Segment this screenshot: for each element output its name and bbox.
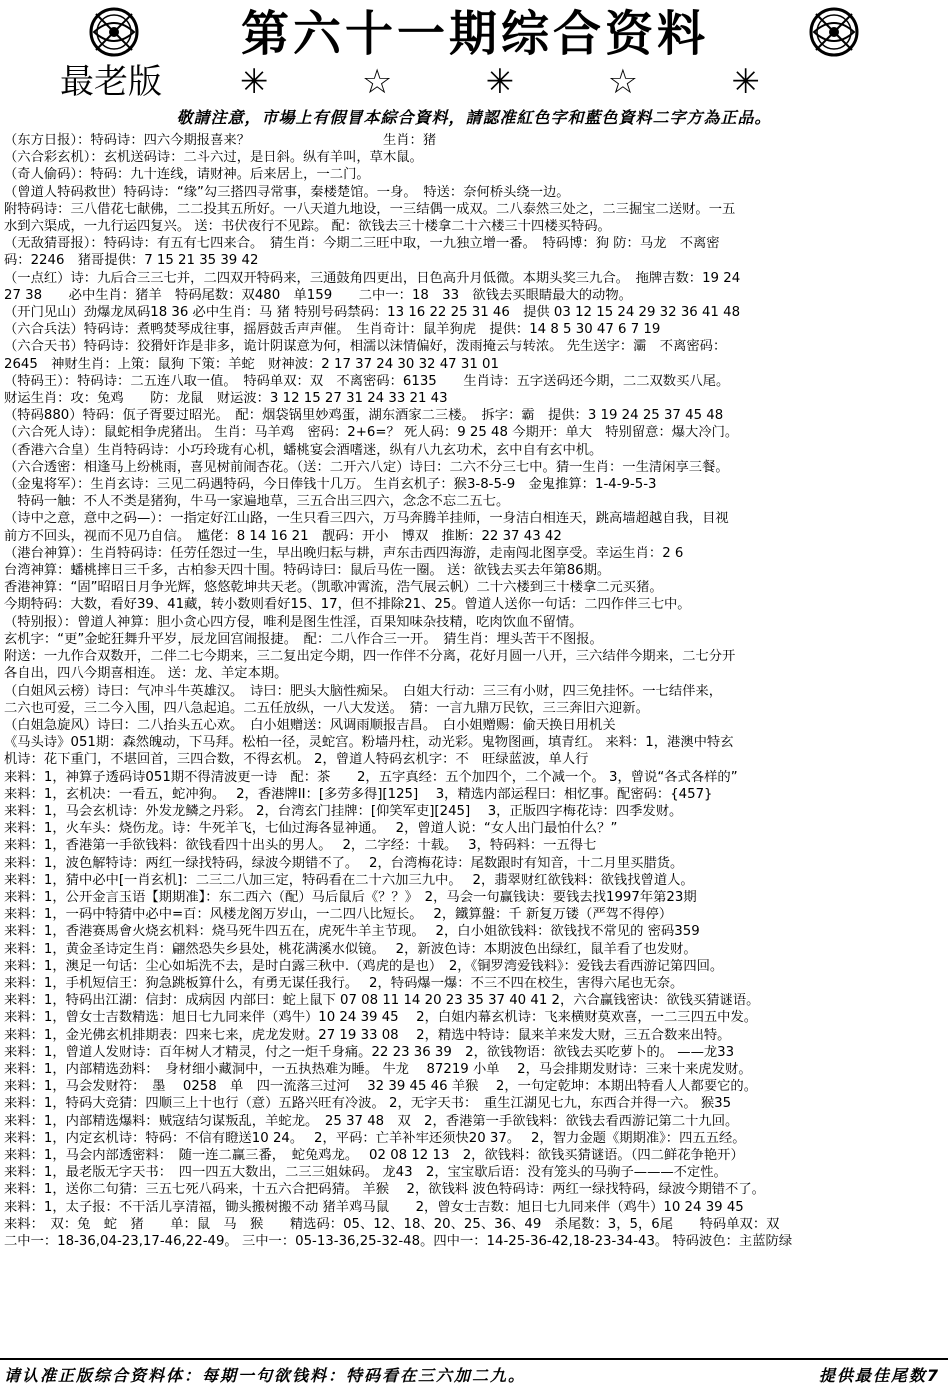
asterisk-icon: ✳ — [485, 62, 515, 102]
content-line: 附送：一九作合双数开，二伴二七今期来，三二复出定今期，四一作伴不分离，花好月圆一八开，三六结伴今期来，二七分开 — [4, 649, 736, 665]
content-line: 码：2246 猪哥提供：7 15 21 35 39 42 — [4, 253, 259, 269]
content-line: 来料：1，波色解特诗：两红一绿找特码，绿波今期错不了。 2，台湾梅花诗：尾数跟时有知音，十二月里买腊货。 — [4, 855, 684, 871]
content-line: 来料：1，公开金言玉语【期期准】：东二西六（配）马后鼠后《？？》 2，马会一句赢钱诀：要钱去找1997年第23期 — [4, 889, 697, 905]
content-line: 各自出，四八今期喜相连。 送：龙、羊定本期。 — [4, 666, 288, 682]
content-line: （六合兵法）特码诗：煮鸭焚琴成往事，摇唇鼓舌声声催。 生肖奇计：鼠羊狗虎 提供：14 8 5 30 47 6 7 19 — [4, 322, 661, 338]
content-line: （六合天书）特码诗：狡猾奸诈是非多，诡计阴谋意为何，相濡以沫情偏好，泼雨掩云与转浓。 先生送字：灞 不离密码： — [4, 339, 727, 355]
content-line: （白姐急旋风）诗曰：二八抬头五心欢。 白小姐赠送：风调雨顺报吉昌。 白小姐赠赐：偷天换日用机关 — [4, 717, 616, 733]
content-line: （香港六合皇）生肖特码诗：小巧玲珑有心机，蟠桃宴会酒嗜迷，纵有八九玄功术，玄中自有玄中机。 — [4, 442, 603, 458]
content-line: 来料：1，内部精选劲料： 身材细小藏洞中，一五执热难为睡。 牛龙 87219 小单 2，马会排期发财诗：三来十来虎发财。 — [4, 1061, 752, 1077]
eye-emblem-icon — [808, 6, 860, 58]
content-line: 来料：1，马会内部透密料： 随一连二赢三番， 蛇兔鸡龙。 02 08 12 13 2，欲钱料：欲钱买猜谜语。（四二鲜花争艳开） — [4, 1147, 744, 1163]
star-outline-icon: ☆ — [607, 62, 639, 102]
content-line: 来料：1，手机短信王：狗急跳板算什么，有勇无谋任我行。 2，特码爆一爆：不三不四在校生，害得六尾也无奈。 — [4, 975, 684, 991]
content-line: 机诗：花下重门，不堪回首，三四合数，不得玄机。 2，曾道人特码玄机字：不 旺绿蓝波，单人行 — [4, 752, 589, 768]
content-line: （奇人偷码）：特码：九十连线，请财神。后来居上，一二门。 — [4, 167, 370, 183]
content-line: 来料：1，内定玄机诗：特码：不信有瞪送10 24。 2，平码：亡羊补牢还须快20 37。 2，智力金题《期期准》：四五五经。 — [4, 1130, 746, 1146]
content-line: 来料：1，神算子透码诗051期不得清波更一诗 配：茶 2，五字真经：五个加四个，二个减一个。 3，曾说“各式各样的” — [4, 769, 738, 785]
content-line: （特别报）：曾道人神算：胆小贪心四方侵，唯利是图生性淫，百果知味杂技精，吃肉饮血不留情。 — [4, 614, 583, 630]
content-line: （六合死人诗）：鼠蛇相争虎猪出。 生肖：马羊鸡 密码：2+6=？ 死人码：9 25 48 今期开：单大 特别留意：爆大冷门。 — [4, 425, 739, 441]
content-line: （特码880）特码：佤子胥要过昭光。 配：烟袋锅里妙鸡蛋，湖东酒家二三楼。 拆字：霸 提供：3 19 24 25 37 45 48 — [4, 408, 724, 424]
footer-left-text: 请认准正版综合资料体：每期一句欲钱料：特码看在三六加二九。 — [4, 1366, 527, 1385]
content-line: （一点红）诗：九后合三三七并，二四双开特码来，三通鼓角四更出，日色高升月低微。本期头奖三九合。 拖牌吉数：19 24 — [4, 270, 741, 286]
content-line: （六合彩玄机）：玄机送码诗：二斗六过，是日斜。纵有羊叫，草木鼠。 — [4, 150, 423, 166]
content-line: 来料：1，澳足一句话：尘心如垢洗不去，是时白露三秋中.（鸡虎的是也） 2，《铜罗湾爱钱料》：爱钱去看西游记第四回。 — [4, 958, 724, 974]
content-line: 来料：1，曾道人发财诗：百年树人才精灵，付之一炬千身痛。22 23 36 39 2，欲钱物语：欲钱去买吃萝卜的。 ——龙33 — [4, 1044, 735, 1060]
asterisk-icon: ✳ — [731, 62, 760, 102]
content-line: （东方日报）：特码诗：四六今期报喜来？ 生肖：猪 — [4, 133, 437, 148]
content-line: 特码一触：不人不类是猪狗，牛马一家遍地草，三五合出三四六，念念不忘二五七。 — [4, 494, 510, 510]
page-title: 第六十一期综合资料 — [240, 6, 709, 62]
content-line: （白姐风云榜）诗曰：气冲斗牛英雄汉。 诗曰：肥头大脑性痴呆。 白姐大行动：三三有小财，四三免挂怀。一七结伴来， — [4, 683, 723, 699]
content-line: （特码王）：特码诗：二五连八取一值。 特码单双：双 不离密码：6135 生肖诗：五字送码还今期，二二双数买八尾。 — [4, 373, 730, 389]
header — [0, 0, 948, 104]
content-line: 来料：1，特码大竞猜：四顺三上十也行（意）五路兴旺有冷波。 2，无字天书： 重生江湖见七九，东西合并得一六。 猴35 — [4, 1096, 732, 1112]
content-line: 二六也可爱，三二今入围，四八急起追。二五任放纵，一八大发送。 猜：一言九鼎万民钦，三三奔旧六迎新。 — [4, 700, 649, 716]
content-line: 来料：1，香港赛馬會火烧玄机料：烧马死牛四五在，虎死牛羊主节现。 2，白小姐欲钱料：欲钱找不常见的 密码359 — [4, 924, 700, 940]
content-line: 来料： 双：兔 蛇 猪 单：鼠 马 猴 精选码：05、12、18、20、25、36、49 杀尾数：3，5，6尾 特码单双：双 — [4, 1216, 780, 1232]
content-line: 来料：1，玄机决：一看五，蛇冲狗。 2，香港牌II：[多劳多得][125] 3，精选内部运程曰：相忆事。配密码：{457} — [4, 786, 713, 802]
content-line: 今期特码：大数，看好39、41藏，转小数则看好15、17，但不排除21、25。曾道人送你一句话：二四作伴三七中。 — [4, 597, 691, 613]
content-line: （六合透密：相逢马上纷桃雨，喜见树前闹杏花。（送：二开六八定）诗曰：二六不分三七中。猜一生肖：一生清闲享三餐。 — [4, 459, 729, 475]
content-line: 来料：1，金光佛玄机排期表：四来七来，虎龙发财。27 19 33 08 2，精选中特诗：鼠来羊来发大财，三五合数来出特。 — [4, 1027, 731, 1043]
star-outline-icon: ☆ — [361, 62, 393, 102]
content-line: （港台神算）：生肖特码诗：任劳任怨过一生，早出晚归耘与耕，声东击西四海游，走南闯北图享受。幸运生肖：2 6 — [4, 545, 684, 561]
content-line: 来料：1，太子报：不干活儿享清福，锄头搬树搬不动 猪羊鸡马鼠 2，曾女士吉数：旭日七九同来伴（鸡牛）10 24 39 45 — [4, 1199, 744, 1215]
content-line: 来料：1，香港第一手欲钱料：欲钱看四十出头的男人。 2，二字经：十载。 3，特码料：一五得七 — [4, 838, 597, 854]
content-line: 台湾神算：蟠桃摔日三千多，古柏参天四十围。特码诗曰：鼠后马佐一圈。 送：欲钱去买去年第86期。 — [4, 563, 611, 579]
content-line: 《马头诗》051期：森然魄动，下马拜。松柏一径，灵蛇宫。粉墙丹柱，动光彩。鬼物图画，填青红。 来料：1，港澳中特玄 — [4, 735, 734, 751]
content-line: 来料：1，火车头：烧伤龙。诗：牛死羊飞，七仙过海各显神通。 2，曾道人说：“女人出门最怕什么？” — [4, 821, 618, 837]
footer-right-text: 提供最佳尾数7 — [818, 1366, 940, 1385]
eye-emblem-icon — [88, 6, 140, 58]
content-line: 前方不回头，视而不见乃自信。 尴佬：8 14 16 21 靓码：开小 博双 推断：22 37 43 42 — [4, 528, 562, 544]
content-line: 二中一：18-36,04-23,17-46,22-49。 三中一：05-13-36,25-32-48。四中一：14-25-36-42,18-23-34-43。 特码波色：主蓝防绿 — [4, 1234, 793, 1249]
footer — [0, 1358, 948, 1388]
content-line: 27 38 必中生肖：猪羊 特码尾数：双480 单159 二中一：18 33 欲钱去买眼睛最大的动物。 — [4, 287, 632, 303]
content-body — [4, 132, 944, 1354]
content-line: 玄机字：“更”金蛇狂舞升平岁，辰龙回宫闹报捷。 配：二八作合三一开。 猜生肖：埋头苦干不图报。 — [4, 631, 603, 647]
content-line: 附特码诗：三八借花七献佛，二二投其五所好。一八天道九地设，一三结偶一成双。二八泰然三处之，二三掘宝二送财。一五 — [4, 201, 736, 217]
asterisk-icon: ✳ — [240, 62, 269, 102]
content-line: （曾道人特码救世）特码诗：“缘”勾三搭四寻常事，秦楼楚馆。一身。 特送：奈何桥头绕一边。 — [4, 184, 570, 200]
content-line: 来料：1，曾女士吉数精选：旭日七九同来伴（鸡牛）10 24 39 45 2，白姐内幕玄机诗：飞来横财莫欢喜，一二三四五中发。 — [4, 1010, 758, 1026]
content-line: 来料：1，一码中特猜中必中=百：风楼龙阁万岁山，一二四八比短长。 2，鐵算盤：千 新复万镂（严驾不得停） — [4, 907, 673, 923]
content-line: 来料：1，马会发财符： 墨 0258 单 四一流落三过河 32 39 45 46 羊猴 2，一句定乾坤：本期出特看人人都要它的。 — [4, 1079, 758, 1095]
authenticity-notice: 敬請注意，市場上有假冒本綜合資料，請認准紅色字和藍色資料二字方為正品。 — [176, 108, 772, 127]
content-line: 来料：1，送你二句猜：三五七死八码来，十五六合把码猜。 羊猴 2，欲钱料 波色特码诗：两红一绿找特码，绿波今期错不了。 — [4, 1182, 765, 1198]
content-line: 水到六渠成，一九行运四复兴。 送：书伏夜行不见踪。 配：欲钱去三十楼拿二十六楼三十四楼买特码。 — [4, 219, 611, 235]
content-line: 2645 神财生肖：上策：鼠狗 下策：羊蛇 财神波：2 17 37 24 30 32 47 31 01 — [4, 356, 499, 372]
content-line: （诗中之意，意中之码—）：一指定好江山路，一生只看三四六，万马奔腾羊挂师，一身洁白相连天，跳高墙超越自我，目视 — [4, 511, 729, 527]
content-line: （金鬼将军）：生肖玄诗：三见二码遇特码，今日俸钱十几万。 生肖玄机子：猴3-8-5-9 金鬼推算：1-4-9-5-3 — [4, 477, 657, 493]
content-line: （无敌猜哥报）：特码诗：有五有七四来合。 猜生肖：今期二三旺中取，一九独立增一番。 特码博：狗 防：马龙 不离密 — [4, 236, 720, 252]
content-line: 来料：1，黄金圣诗定生肖：翩然恐失乡县处，桃花满溪水似镜。 2，新波色诗：本期波色出绿红，鼠羊看了也发财。 — [4, 941, 697, 957]
content-line: 财运生肖：攻：兔鸡 防：龙鼠 财运波：3 12 15 27 31 24 33 21 43 — [4, 391, 448, 407]
content-line: 香港神算：“固”昭昭日月争光辉，悠悠乾坤共天老。（凯歌冲霄流，浩气展云帆）二十六楼到三十楼拿二元买猪。 — [4, 580, 663, 596]
content-line: （开门见山）劲爆龙凤码18 36 必中生肖：马 猪 特别号码禁码：13 16 22 25 31 46 提供 03 12 15 24 29 32 36 41 48 — [4, 305, 741, 321]
decoration-stars — [240, 62, 760, 102]
content-line: 来料：1，特码出江湖：信封：成病因 内部曰：蛇上鼠下 07 08 11 14 20 23 35 37 40 41 2，六合赢钱密诀：欲钱买猜谜语。 — [4, 993, 760, 1009]
content-line: 来料：1，内部精选爆料：贼寇结匀谋叛乱，羊蛇龙。 25 37 48 双 2，香港第一手欲钱料：欲钱去看西游记第二十九回。 — [4, 1113, 739, 1129]
content-line: 来料：1，最老版无字天书： 四一四五大数出，二三三姐妹码。 龙43 2，宝宝歇后语：没有笼头的马驹子———不定性。 — [4, 1165, 727, 1181]
content-line: 来料：1，马会玄机诗：外发龙鳞之丹彩。 2，台湾玄门挂牌：[仰笑军吏][245] 3，正版四字梅花诗：四季发财。 — [4, 803, 683, 819]
content-line: 来料：1，猜中必中[一肖玄机]：二三二八加三定，特码看在二十六加三九中。 2，翡翠财红欲钱料：欲钱找曾道人。 — [4, 872, 694, 888]
edition-label: 最老版 — [60, 62, 162, 102]
